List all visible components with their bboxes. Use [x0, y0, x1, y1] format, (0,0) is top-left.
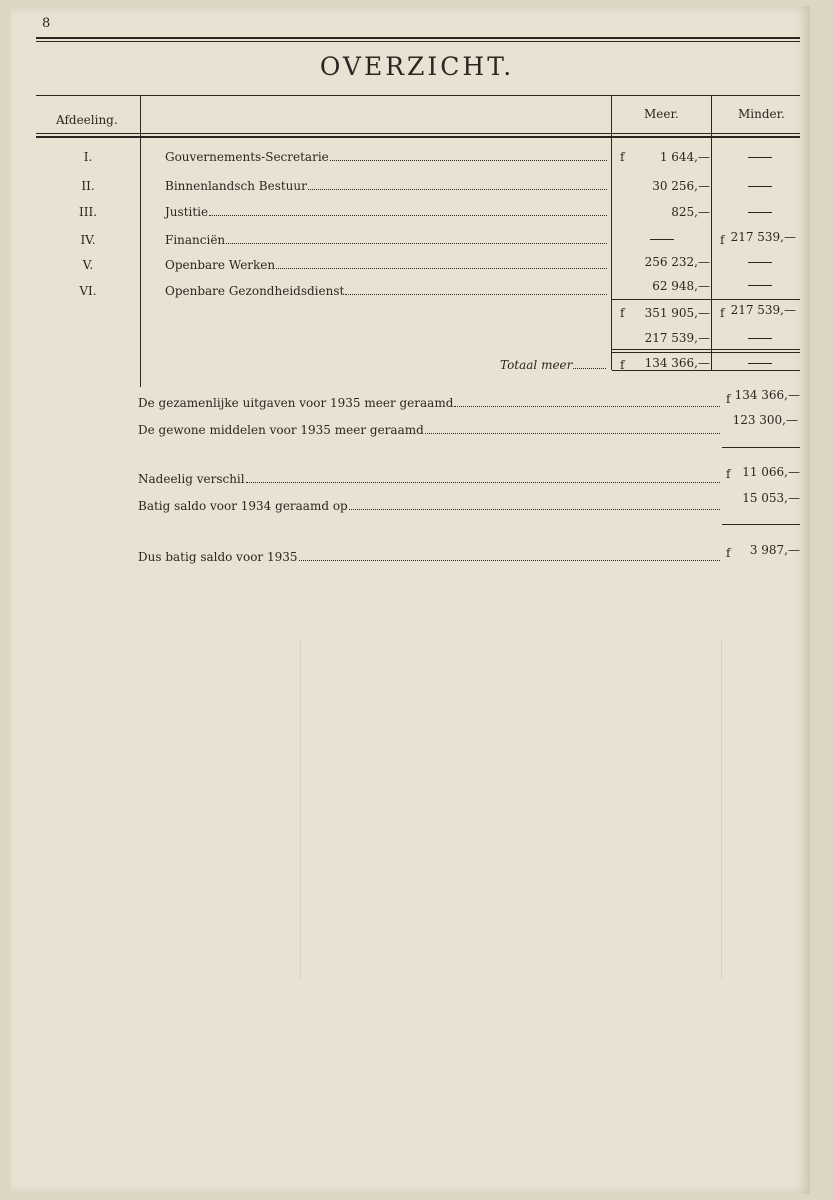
row-5 [165, 258, 609, 272]
row-2 [165, 179, 609, 193]
leader-dots [209, 215, 607, 216]
row-6 [165, 284, 609, 298]
summary-rule-2 [722, 524, 800, 525]
summary-1-label: De gezamenlijke uitgaven voor 1935 meer geraamd [138, 396, 454, 410]
meer-right-divider [711, 95, 712, 370]
summary-1-value: 134 366,— [734, 388, 800, 402]
col-header-minder: Minder. [738, 107, 785, 121]
less-minder-dash [748, 338, 772, 339]
meer-left-divider [611, 95, 612, 370]
summary-5 [138, 550, 722, 564]
row-2-number: II. [81, 179, 95, 193]
bleed-through-text [300, 640, 722, 980]
leader-dots [573, 368, 606, 369]
row-6-meer: 62 948,— [652, 279, 710, 293]
totaal-currency: f [620, 358, 625, 372]
row-1-number: I. [83, 150, 93, 164]
row-2-minder-dash [748, 186, 772, 187]
leader-dots [454, 406, 720, 407]
row-4-number: IV. [80, 233, 96, 247]
header-bottom-line-2 [36, 136, 800, 138]
leader-dots [345, 294, 607, 295]
row-5-minder-dash [748, 262, 772, 263]
row-5-label: Openbare Werken [165, 258, 276, 272]
summary-rule-1 [722, 447, 800, 448]
summary-2-value: 123 300,— [732, 413, 798, 427]
row-6-minder-dash [748, 285, 772, 286]
leader-dots [226, 243, 607, 244]
page-number: 8 [42, 16, 51, 31]
row-1-currency: f [620, 150, 625, 164]
summary-3 [138, 472, 722, 486]
row-4-meer-dash [650, 239, 674, 240]
row-3-minder-dash [748, 212, 772, 213]
row-3 [165, 205, 609, 219]
summary-3-value: 11 066,— [742, 465, 800, 479]
summary-1-currency: f [726, 392, 731, 406]
leader-dots [246, 482, 720, 483]
page-title: OVERZICHT. [319, 52, 515, 81]
row-6-label: Openbare Gezondheidsdienst [165, 284, 345, 298]
row-5-number: V. [82, 258, 94, 272]
less-minder: 217 539,— [644, 331, 710, 345]
summary-3-label: Nadeelig verschil [138, 472, 245, 486]
col-header-meer: Meer. [644, 107, 679, 121]
summary-5-value: 3 987,— [749, 543, 800, 557]
row-6-number: VI. [79, 284, 97, 298]
subtotal-minder-currency: f [720, 306, 725, 320]
header-bottom-line [36, 133, 800, 134]
col-header-afdeeling: Afdeeling. [56, 113, 118, 127]
row-3-label: Justitie [165, 205, 209, 219]
header-top-line [36, 95, 800, 96]
row-1-minder-dash [748, 157, 772, 158]
top-rule-thin [36, 41, 800, 42]
row-2-meer: 30 256,— [652, 179, 710, 193]
summary-2 [138, 423, 722, 437]
leader-dots [425, 433, 720, 434]
row-1 [165, 150, 609, 164]
total-line [612, 349, 800, 350]
row-3-number: III. [78, 205, 98, 219]
summary-3-currency: f [726, 467, 731, 481]
total-line-2 [612, 352, 800, 353]
totaal-value: 134 366,— [644, 356, 710, 370]
totaal-bottom-line [612, 370, 800, 371]
afdeeling-divider [140, 95, 141, 387]
row-3-meer: 825,— [671, 205, 710, 219]
summary-4-value: 15 053,— [742, 491, 800, 505]
subtotal-minder: 217 539,— [730, 303, 796, 317]
summary-1 [138, 396, 722, 410]
subtotal-meer: 351 905,— [644, 306, 710, 320]
summary-5-currency: f [726, 546, 731, 560]
leader-dots [330, 160, 607, 161]
row-4-label: Financiën [165, 233, 226, 247]
row-1-meer: 1 644,— [659, 150, 710, 164]
row-5-meer: 256 232,— [644, 255, 710, 269]
leader-dots [349, 509, 720, 510]
summary-4-label: Batig saldo voor 1934 geraamd op [138, 499, 348, 513]
leader-dots [299, 560, 720, 561]
leader-dots [308, 189, 607, 190]
row-4-minder: 217 539,— [730, 230, 796, 244]
row-4-currency: f [720, 233, 725, 247]
row-4 [165, 233, 609, 247]
row-1-label: Gouvernements-Secretarie [165, 150, 329, 164]
totaal-label: Totaal meer [500, 358, 573, 372]
summary-5-label: Dus batig saldo voor 1935 [138, 550, 298, 564]
row-2-label: Binnenlandsch Bestuur [165, 179, 307, 193]
subtotal-line [612, 299, 800, 300]
totaal-minder-dash [748, 363, 772, 364]
leader-dots [276, 268, 607, 269]
subtotal-meer-currency: f [620, 306, 625, 320]
top-rule [36, 37, 800, 39]
summary-4 [138, 499, 722, 513]
totaal-row [500, 358, 608, 372]
summary-2-label: De gewone middelen voor 1935 meer geraamd [138, 423, 424, 437]
